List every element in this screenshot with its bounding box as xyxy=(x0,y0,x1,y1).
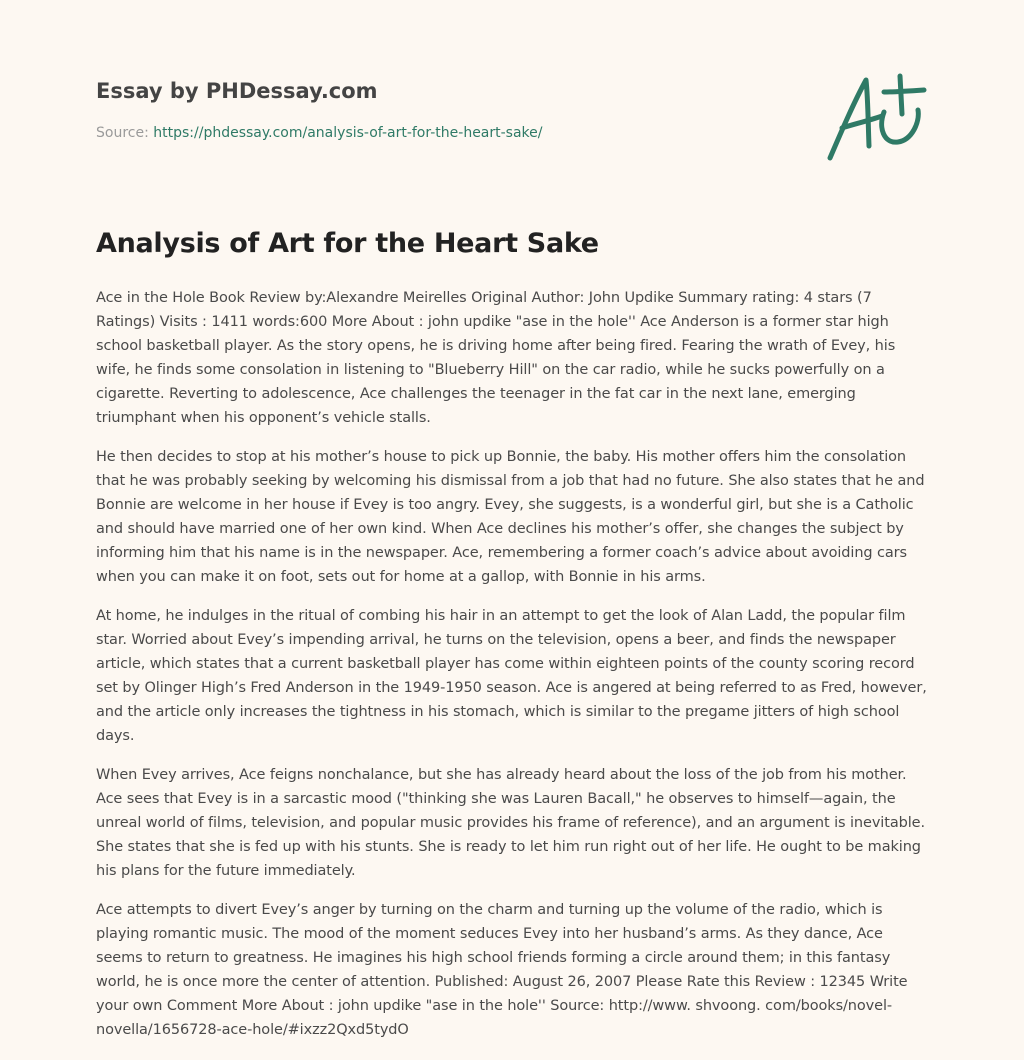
a-plus-logo-icon xyxy=(820,64,930,168)
source-link[interactable]: https://phdessay.com/analysis-of-art-for-the-heart-sake/ xyxy=(153,125,543,141)
essay-paragraph: Ace in the Hole Book Review by:Alexandre Meirelles Original Author: John Updike Summary rating: 4 stars (7 Ratings) Visits : 1411 words:600 More About : john updike "ase in the hole'' Ace Anderson is a former star high school basketball player. As the story opens, he is driving home after being fired. Fearing the wrath of Evey, his wife, he finds some consolation in listening to "Blueberry Hill" on the car radio, while he sucks powerfully on a cigarette. Reverting to adolescence, Ace challenges the teenager in the fat car in the next lane, emerging triumphant when his opponent’s vehicle stalls. xyxy=(96,290,896,426)
essay-paragraph: Ace attempts to divert Evey’s anger by turning on the charm and turning up the volume of the radio, which is playing romantic music. The mood of the moment seduces Evey into her husband’s arms. As they dance, Ace seems to return to greatness. He imagines his high school friends forming a circle around them; in this fantasy world, he is once more the center of attention. Published: August 26, 2007 Please Rate this Review : 12345 Write your own Comment More About : john updike "ase in the hole'' Source: http://www. shvoong. com/books/novel-novella/1656728-ace-hole/#ixzz2Qxd5tydO xyxy=(96,902,908,1038)
site-brand: Essay by PHDessay.com xyxy=(96,79,378,103)
essay-title: Analysis of Art for the Heart Sake xyxy=(96,228,599,259)
essay-paragraph: When Evey arrives, Ace feigns nonchalance, but she has already heard about the loss of the job from his mother. Ace sees that Evey is in a sarcastic mood ("thinking she was Lauren Bacall," he observes to himself—again, the unreal world of films, television, and popular music provides his frame of reference), and an argument is inevitable. She states that she is fed up with his stunts. She is ready to let him run right out of her life. He ought to be making his plans for the future immediately. xyxy=(96,767,925,879)
page-header xyxy=(96,78,796,142)
essay-paragraph: At home, he indulges in the ritual of combing his hair in an attempt to get the look of Alan Ladd, the popular film star. Worried about Evey’s impending arrival, he turns on the television, opens a beer, and finds the newspaper article, which states that a current basketball player has come within eighteen points of the county scoring record set by Olinger High’s Fred Anderson in the 1949-1950 season. Ace is angered at being referred to as Fred, however, and the article only increases the tightness in his stomach, which is similar to the pregame jitters of high school days. xyxy=(96,608,927,744)
source-label: Source: xyxy=(96,125,149,141)
essay-paragraph: He then decides to stop at his mother’s house to pick up Bonnie, the baby. His mother offers him the consolation that he was probably seeking by welcoming his dismissal from a job that had no future. She also states that he and Bonnie are welcome in her house if Evey is too angry. Evey, she suggests, is a wonderful girl, but she is a Catholic and should have married one of her own kind. When Ace declines his mother’s offer, she changes the subject by informing him that his name is in the newspaper. Ace, remembering a former coach’s advice about avoiding cars when you can make it on foot, sets out for home at a gallop, with Bonnie in his arms. xyxy=(96,449,925,585)
essay-body xyxy=(96,286,932,1057)
source-line xyxy=(96,124,796,142)
